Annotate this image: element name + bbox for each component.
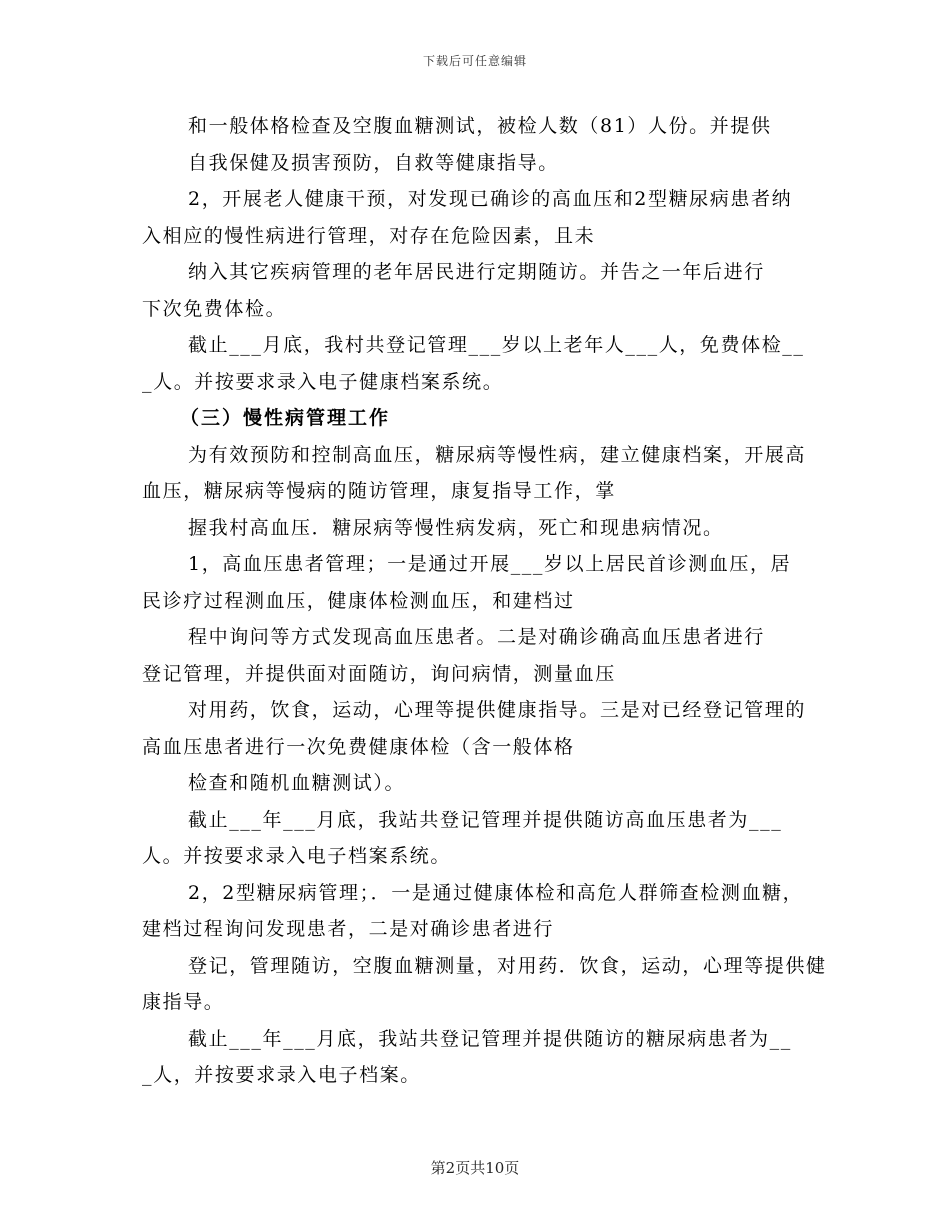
paragraph-line: 截止___年___月底，我站共登记管理并提供随访的糖尿病患者为__ xyxy=(188,1027,792,1050)
paragraph-line: 对用药，饮食，运动，心理等提供健康指导。三是对已经登记管理的 xyxy=(188,699,807,721)
paragraph-line: 1，高血压患者管理；一是通过开展___岁以上居民首诊测血压，居 xyxy=(188,553,792,575)
paragraph-line: 程中询问等方式发现高血压患者。二是对确诊确高血压患者进行 xyxy=(188,626,765,648)
paragraph-line: 建档过程询问发现患者，二是对确诊患者进行 xyxy=(142,918,555,940)
paragraph-line: _人，并按要求录入电子档案。 xyxy=(142,1064,421,1086)
paragraph-line: 下次免费体检。 xyxy=(142,297,287,320)
paragraph-line: 康指导。 xyxy=(142,991,225,1013)
paragraph-line: 截止___月底，我村共登记管理___岁以上老年人___人，免费体检__ xyxy=(188,334,805,356)
paragraph-line: 纳入其它疾病管理的老年居民进行定期随访。并告之一年后进行 xyxy=(188,261,765,283)
paragraph-line: 检查和随机血糖测试）。 xyxy=(188,772,406,794)
paragraph-line: 入相应的慢性病进行管理，对存在危险因素，且未 xyxy=(142,224,596,247)
paragraph-line: 和一般体格检查及空腹血糖测试，被检人数（81）人份。并提供 xyxy=(188,115,772,137)
paragraph-line: 人。并按要求录入电子档案系统。 xyxy=(142,845,452,867)
document-body xyxy=(142,108,827,1094)
paragraph-line: 民诊疗过程测血压，健康体检测血压，和建档过 xyxy=(142,589,575,612)
paragraph-line: 截止___年___月底，我站共登记管理并提供随访高血压患者为___ xyxy=(188,808,783,831)
paragraph-line: 自我保健及损害预防，自救等健康指导。 xyxy=(188,151,559,174)
paragraph-line: 握我村高血压．糖尿病等慢性病发病，死亡和现患病情况。 xyxy=(188,516,724,539)
paragraph-line: 2，开展老人健康干预，对发现已确诊的高血压和2型糖尿病患者纳 xyxy=(188,188,793,210)
section-heading: （三）慢性病管理工作 xyxy=(180,407,391,429)
paragraph-line: 血压，糖尿病等慢病的随访管理，康复指导工作，掌 xyxy=(142,480,616,502)
paragraph-line: 登记管理，并提供面对面随访，询问病情，测量血压 xyxy=(142,662,616,685)
page-footer: 第2页共10页 xyxy=(430,1159,520,1177)
paragraph-line: _人。并按要求录入电子健康档案系统。 xyxy=(142,370,504,393)
paragraph-line: 登记，管理随访，空腹血糖测量，对用药．饮食，运动，心理等提供健 xyxy=(188,954,827,977)
paragraph-line: 为有效预防和控制高血压，糖尿病等慢性病，建立健康档案，开展高 xyxy=(188,443,807,466)
paragraph-line: 2，2型糖尿病管理；．一是通过健康体检和高危人群筛查检测血糖， xyxy=(188,881,804,904)
paragraph-line: 高血压患者进行一次免费健康体检（含一般体格 xyxy=(142,735,575,758)
page-header: 下载后可任意编辑 xyxy=(422,54,527,68)
